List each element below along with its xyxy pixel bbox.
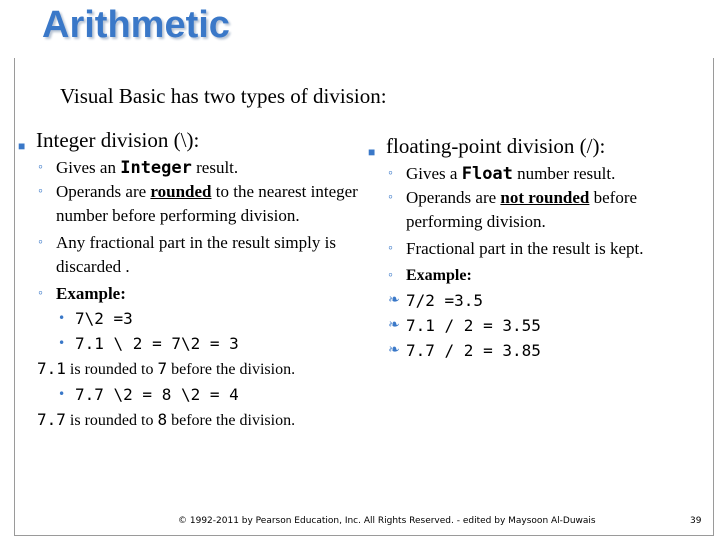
circle-bullet-icon: ◦ bbox=[38, 286, 43, 301]
rounding-note-2: 7.7 is rounded to 8 before the division. bbox=[37, 410, 296, 429]
dot-bullet-icon: • bbox=[58, 387, 66, 401]
example-line-2: ❧ 7.1 / 2 = 3.55 bbox=[368, 313, 698, 338]
leaf-bullet-icon: ❧ bbox=[388, 292, 400, 308]
circle-bullet-icon: ◦ bbox=[38, 235, 43, 250]
leaf-bullet-icon: ❧ bbox=[388, 342, 400, 358]
example-line-3: • 7.7 \2 = 8 \2 = 4 bbox=[18, 382, 358, 407]
bullet-integer-result: ◦ Gives an Integer result. bbox=[38, 158, 239, 178]
bullet-not-rounded: ◦ Operands are not rounded before performing division. bbox=[388, 188, 638, 231]
integer-division-column bbox=[18, 126, 358, 433]
dot-bullet-icon: • bbox=[58, 311, 66, 325]
bullet-example: ◦ Example: bbox=[18, 282, 358, 306]
circle-bullet-icon: ◦ bbox=[38, 184, 43, 199]
leaf-bullet-icon: ❧ bbox=[388, 317, 400, 333]
circle-bullet-icon: ◦ bbox=[388, 241, 393, 256]
page-number: 39 bbox=[690, 516, 702, 526]
floating-point-heading: ■ floating-point division (/): bbox=[368, 132, 698, 160]
integer-division-heading: ■ Integer division (\): bbox=[18, 126, 358, 154]
dot-bullet-icon: • bbox=[58, 336, 66, 350]
circle-bullet-icon: ◦ bbox=[388, 268, 393, 283]
example-line-3: ❧ 7.7 / 2 = 3.85 bbox=[368, 338, 698, 363]
bullet-rounded-operands: ◦ Operands are rounded to the nearest integer number before performing division. bbox=[38, 182, 358, 225]
example-line-1: ❧ 7/2 =3.5 bbox=[368, 288, 698, 313]
bullet-fraction-discarded: ◦ Any fractional part in the result simply is discarded . bbox=[38, 233, 336, 276]
rounding-note-1: 7.1 is rounded to 7 before the division. bbox=[37, 359, 296, 378]
square-bullet-icon: ■ bbox=[18, 139, 26, 153]
intro-text: Visual Basic has two types of division: bbox=[60, 84, 387, 108]
circle-bullet-icon: ◦ bbox=[388, 190, 393, 205]
bullet-float-result: ◦ Gives a Float number result. bbox=[388, 164, 616, 184]
example-line-1: • 7\2 =3 bbox=[18, 306, 358, 331]
square-bullet-icon: ■ bbox=[368, 145, 376, 159]
bullet-fraction-kept: ◦ Fractional part in the result is kept. bbox=[368, 237, 698, 261]
slide-title: Arithmetic bbox=[42, 4, 230, 46]
circle-bullet-icon: ◦ bbox=[388, 166, 393, 181]
copyright-footer: © 1992-2011 by Pearson Education, Inc. All Rights Reserved. - edited by Maysoon Al-Duwais bbox=[178, 516, 596, 526]
bullet-example: ◦ Example: bbox=[368, 264, 698, 288]
floating-point-division-column bbox=[368, 132, 698, 363]
example-line-2: • 7.1 \ 2 = 7\2 = 3 bbox=[18, 331, 358, 356]
circle-bullet-icon: ◦ bbox=[38, 160, 43, 175]
